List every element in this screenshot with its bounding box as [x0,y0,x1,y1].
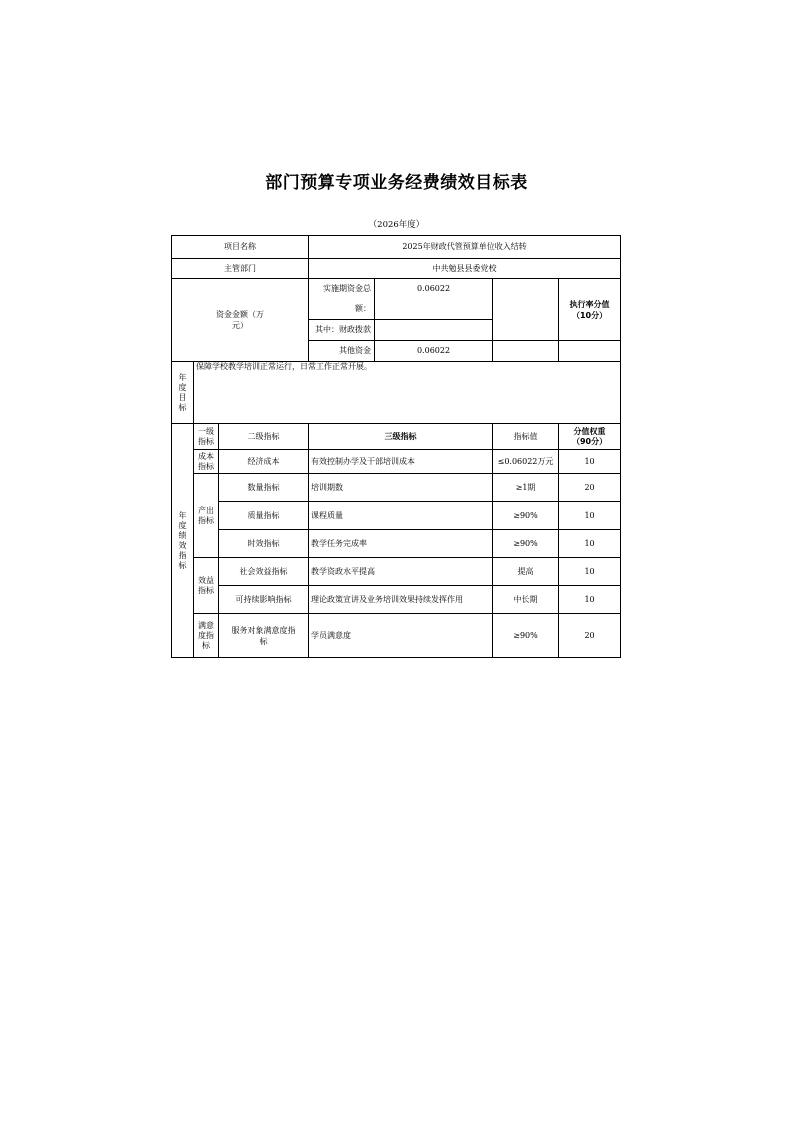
total-label: 实施期资金总额： [309,279,375,319]
level2-cell: 经济成本 [219,450,309,474]
other-cell [309,341,493,362]
project-name-value: 2025年财政代管预算单位收入结转 [309,236,621,259]
fiscal-cell [309,320,493,341]
level2-cell: 质量指标 [219,502,309,530]
level3-cell: 教学任务完成率 [309,530,493,558]
weight-cell: 10 [559,586,621,614]
fiscal-label: 其中：财政拨款 [309,320,375,340]
table-row [172,614,621,658]
value-cell: ≥90% [493,530,559,558]
level3-cell: 教学资政水平提高 [309,558,493,586]
other-label: 其他资金 [309,341,375,361]
total-value: 0.06022 [416,284,451,293]
row-project-name [172,236,621,259]
value-cell: ≥90% [493,502,559,530]
level2-cell: 时效指标 [219,530,309,558]
level2-cell: 数量指标 [219,474,309,502]
weight-cell: 10 [559,530,621,558]
row-annual-goal [172,362,621,424]
row-dept [172,259,621,279]
funds-label: 资金金额（万元） [172,279,309,362]
level3-cell: 有效控制办学及干部培训成本 [309,450,493,474]
annual-goal-label: 年度目标 [172,362,194,424]
group-cost: 成本指标 [194,450,219,474]
group-output: 产出指标 [194,474,219,558]
header-value: 指标值 [493,424,559,450]
header-level1: 一级指标 [194,424,219,450]
level3-cell: 培训期数 [309,474,493,502]
header-level2: 二级指标 [219,424,309,450]
annual-goal-text: 保障学校教学培训正常运行，日常工作正常开展。 [194,362,621,424]
dept-label: 主管部门 [172,259,309,279]
fiscal-value [375,320,492,340]
value-cell: ≥90% [493,614,559,658]
weight-cell: 10 [559,450,621,474]
header-level3: 三级指标 [309,424,493,450]
project-name-label: 项目名称 [172,236,309,259]
header-weight: 分值权重（90分） [559,424,621,450]
table-row [172,530,621,558]
table-row [172,450,621,474]
table-row [172,558,621,586]
page-title: 部门预算专项业务经费绩效目标表 [265,173,528,193]
value-cell: ≥1期 [493,474,559,502]
weight-cell: 20 [559,614,621,658]
value-cell: 中长期 [493,586,559,614]
performance-table [171,235,621,658]
table-row [172,586,621,614]
level2-cell: 可持续影响指标 [219,586,309,614]
weight-cell: 10 [559,558,621,586]
level2-cell: 服务对象满意度指标 [219,614,309,658]
total-cell [309,279,493,320]
other-value: 0.06022 [416,346,451,355]
row-total-funds [172,279,621,320]
exec-rate-label: 执行率分值（10分） [559,279,621,341]
level2-cell: 社会效益指标 [219,558,309,586]
table-row [172,474,621,502]
level3-cell: 理论政策宣讲及业务培训效果持续发挥作用 [309,586,493,614]
weight-cell: 20 [559,474,621,502]
group-satisfaction: 满意度指标 [194,614,219,658]
annual-perf-label: 年度绩效指标 [172,424,194,658]
row-headers [172,424,621,450]
value-cell: 提高 [493,558,559,586]
level3-cell: 课程质量 [309,502,493,530]
group-benefit: 效益指标 [194,558,219,614]
level3-cell: 学员满意度 [309,614,493,658]
weight-cell: 10 [559,502,621,530]
dept-value: 中共勉县县委党校 [309,259,621,279]
year-label: （2026年度） [368,220,425,230]
value-cell: ≤0.06022万元 [493,450,559,474]
table-row [172,502,621,530]
